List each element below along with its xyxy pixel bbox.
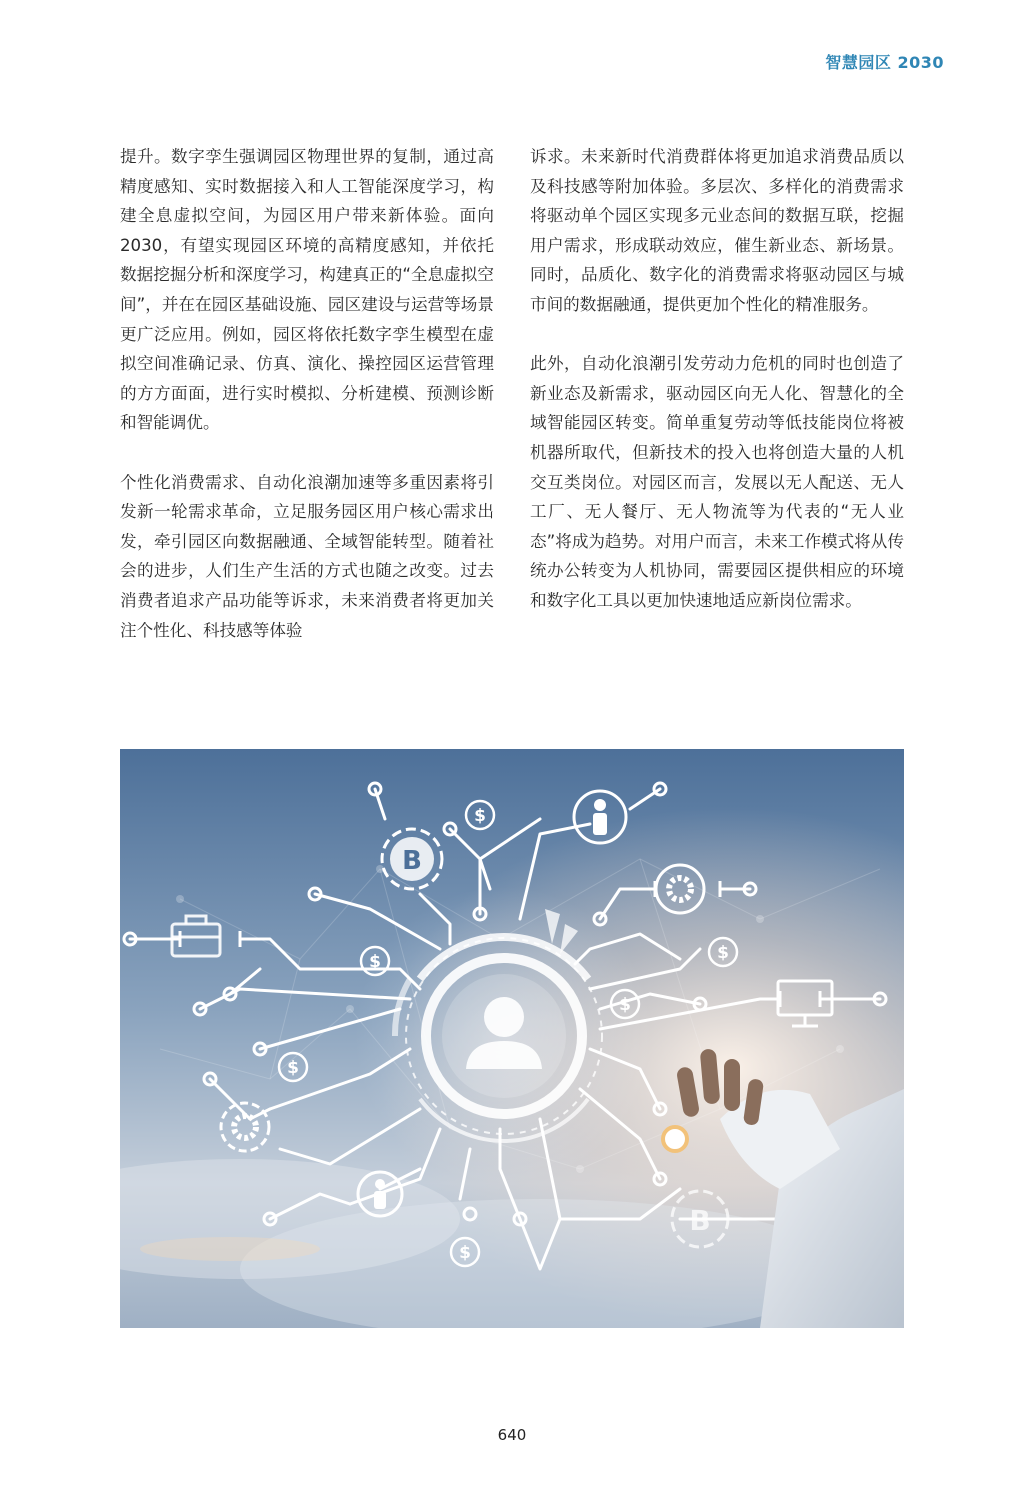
- svg-text:$: $: [459, 1243, 471, 1263]
- running-header-title: 智慧园区 2030: [825, 53, 944, 72]
- svg-text:$: $: [619, 995, 631, 1015]
- tech-network-illustration: [120, 749, 904, 1328]
- svg-text:B: B: [402, 846, 422, 876]
- svg-text:$: $: [287, 1058, 299, 1078]
- svg-text:B: B: [689, 1204, 711, 1237]
- left-paragraph-2: 个性化消费需求、自动化浪潮加速等多重因素将引发新一轮需求革命，立足服务园区用户核心需求出发，牵引园区向数据融通、全域智能转型。随着社会的进步，人们生产生活的方式也随之改变。过去消费者追求产品功能等诉求，未来消费者将更加关注个性化、科技感等体验: [120, 472, 494, 640]
- page-number: 640: [497, 1426, 527, 1444]
- svg-text:$: $: [369, 952, 381, 972]
- svg-text:$: $: [474, 806, 486, 826]
- right-paragraph-1: 诉求。未来新时代消费群体将更加追求消费品质以及科技感等附加体验。多层次、多样化的消费需求将驱动单个园区实现多元业态间的数据互联，挖掘用户需求，形成联动效应，催生新业态、新场景。同时，品质化、数字化的消费需求将驱动园区与城市间的数据融通，提供更加个性化的精准服务。: [530, 147, 904, 314]
- right-text-column: [530, 142, 904, 645]
- left-paragraph-1: 提升。数字孪生强调园区物理世界的复制，通过高精度感知、实时数据接入和人工智能深度学习，构建全息虚拟空间，为园区用户带来新体验。面向 2030，有望实现园区环境的高精度感知，并依托数据挖掘分析和深度学习，构建真正的“全息虚拟空间”，并在在园区基础设施、园区建设与运营等场景更广泛应用。例如，园区将依托数字孪生模型在虚拟空间准确记录、仿真、演化、操控园区运营管理的方方面面，进行实时模拟、分析建模、预测诊断和智能调优。: [120, 147, 494, 433]
- left-text-column: [120, 142, 494, 675]
- svg-text:$: $: [717, 943, 729, 963]
- right-paragraph-2: 此外，自动化浪潮引发劳动力危机的同时也创造了新业态及新需求，驱动园区向无人化、智慧化的全域智能园区转变。简单重复劳动等低技能岗位将被机器所取代，但新技术的投入也将创造大量的人机交互类岗位。对园区而言，发展以无人配送、无人工厂、无人餐厅、无人物流等为代表的“无人业态”将成为趋势。对用户而言，未来工作模式将从传统办公转变为人机协同，需要园区提供相应的环境和数字化工具以更加快速地适应新岗位需求。: [530, 354, 904, 610]
